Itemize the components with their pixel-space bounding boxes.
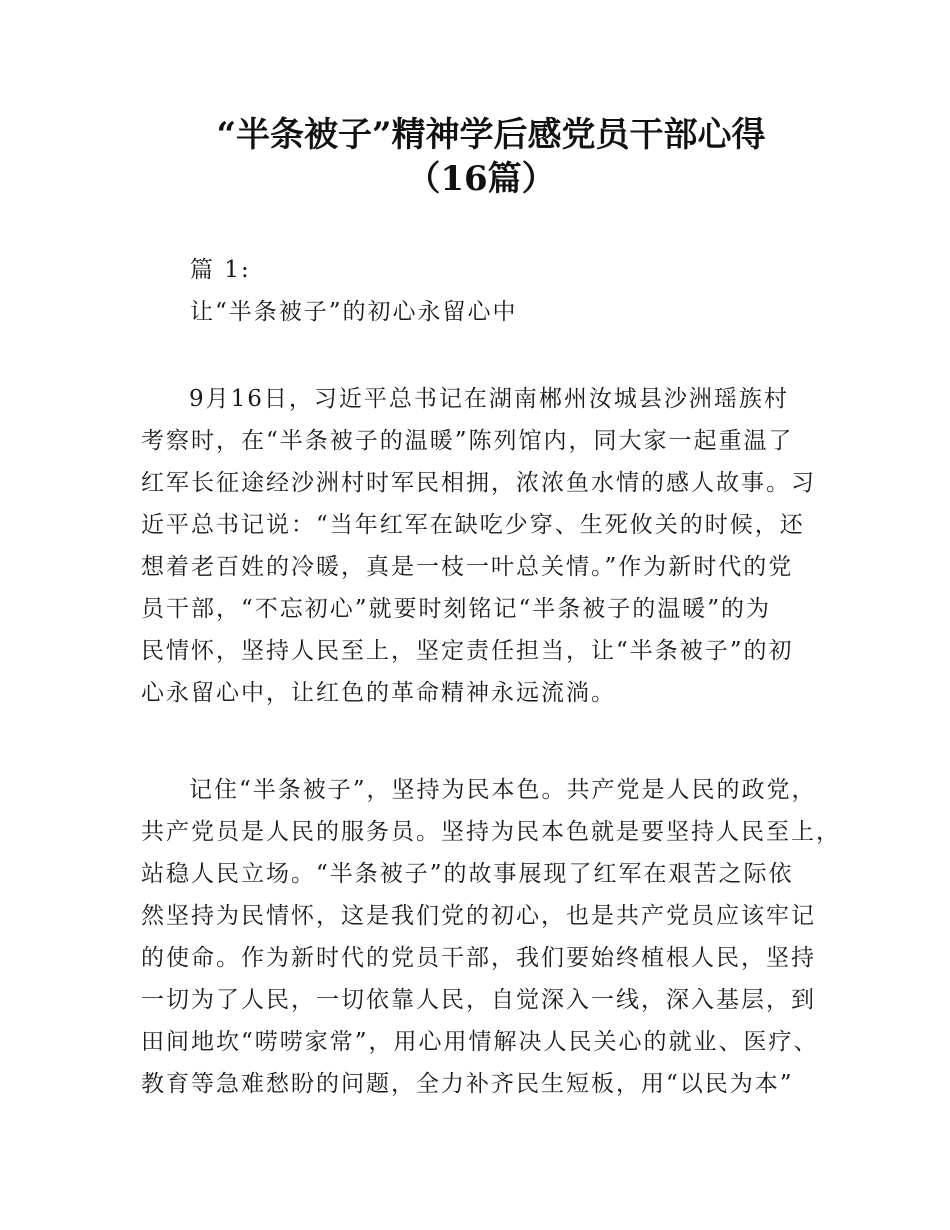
section-label: 篇 1: [190,257,251,283]
section-subtitle: 让“半条被子”的初心永留心中 [190,299,518,325]
paragraph-1 [141,378,831,714]
document-title-line-2: （16篇） [406,159,556,199]
paragraph-line: 站稳人民立场。“半条被子”的故事展现了红军在艰苦之际依 [141,861,794,887]
paragraph-line: 红军长征途经沙洲村时军民相拥，浓浓鱼水情的感人故事。习 [141,470,816,496]
document-title-line-1: “半条被子”精神学后感党员干部心得 [216,115,766,155]
paragraph-line: 想着老百姓的冷暖，真是一枝一叶总关情。”作为新时代的党 [141,554,794,580]
paragraph-line: 教育等急难愁盼的问题，全力补齐民生短板，用“以民为本” [141,1071,794,1097]
paragraph-line: 记住“半条被子”，坚持为民本色。共产党是人民的政党， [189,777,817,803]
paragraph-line: 考察时，在“半条被子的温暖”陈列馆内，同大家一起重温了 [141,428,794,454]
paragraph-line: 员干部，“不忘初心”就要时刻铭记“半条被子的温暖”的为 [141,596,772,622]
paragraph-line: 一切为了人民，一切依靠人民，自觉深入一线，深入基层，到 [141,987,816,1013]
paragraph-line: 然坚持为民情怀，这是我们党的初心，也是共产党员应该牢记 [141,903,816,929]
paragraph-line: 心永留心中，让红色的革命精神永远流淌。 [141,680,616,706]
paragraph-line: 的使命。作为新时代的党员干部，我们要始终植根人民，坚持 [141,945,816,971]
paragraph-line: 近平总书记说：“当年红军在缺吃少穿、生死攸关的时候，还 [141,512,805,538]
paragraph-line: 9月16日，习近平总书记在湖南郴州汝城县沙洲瑶族村 [189,386,789,412]
paragraph-line: 共产党员是人民的服务员。坚持为民本色就是要坚持人民至上， [141,819,841,845]
paragraph-2 [141,769,841,1105]
paragraph-line: 民情怀，坚持人民至上，坚定责任担当，让“半条被子”的初 [141,638,794,664]
paragraph-line: 田间地坎“唠唠家常”，用心用情解决人民关心的就业、医疗、 [141,1029,819,1055]
